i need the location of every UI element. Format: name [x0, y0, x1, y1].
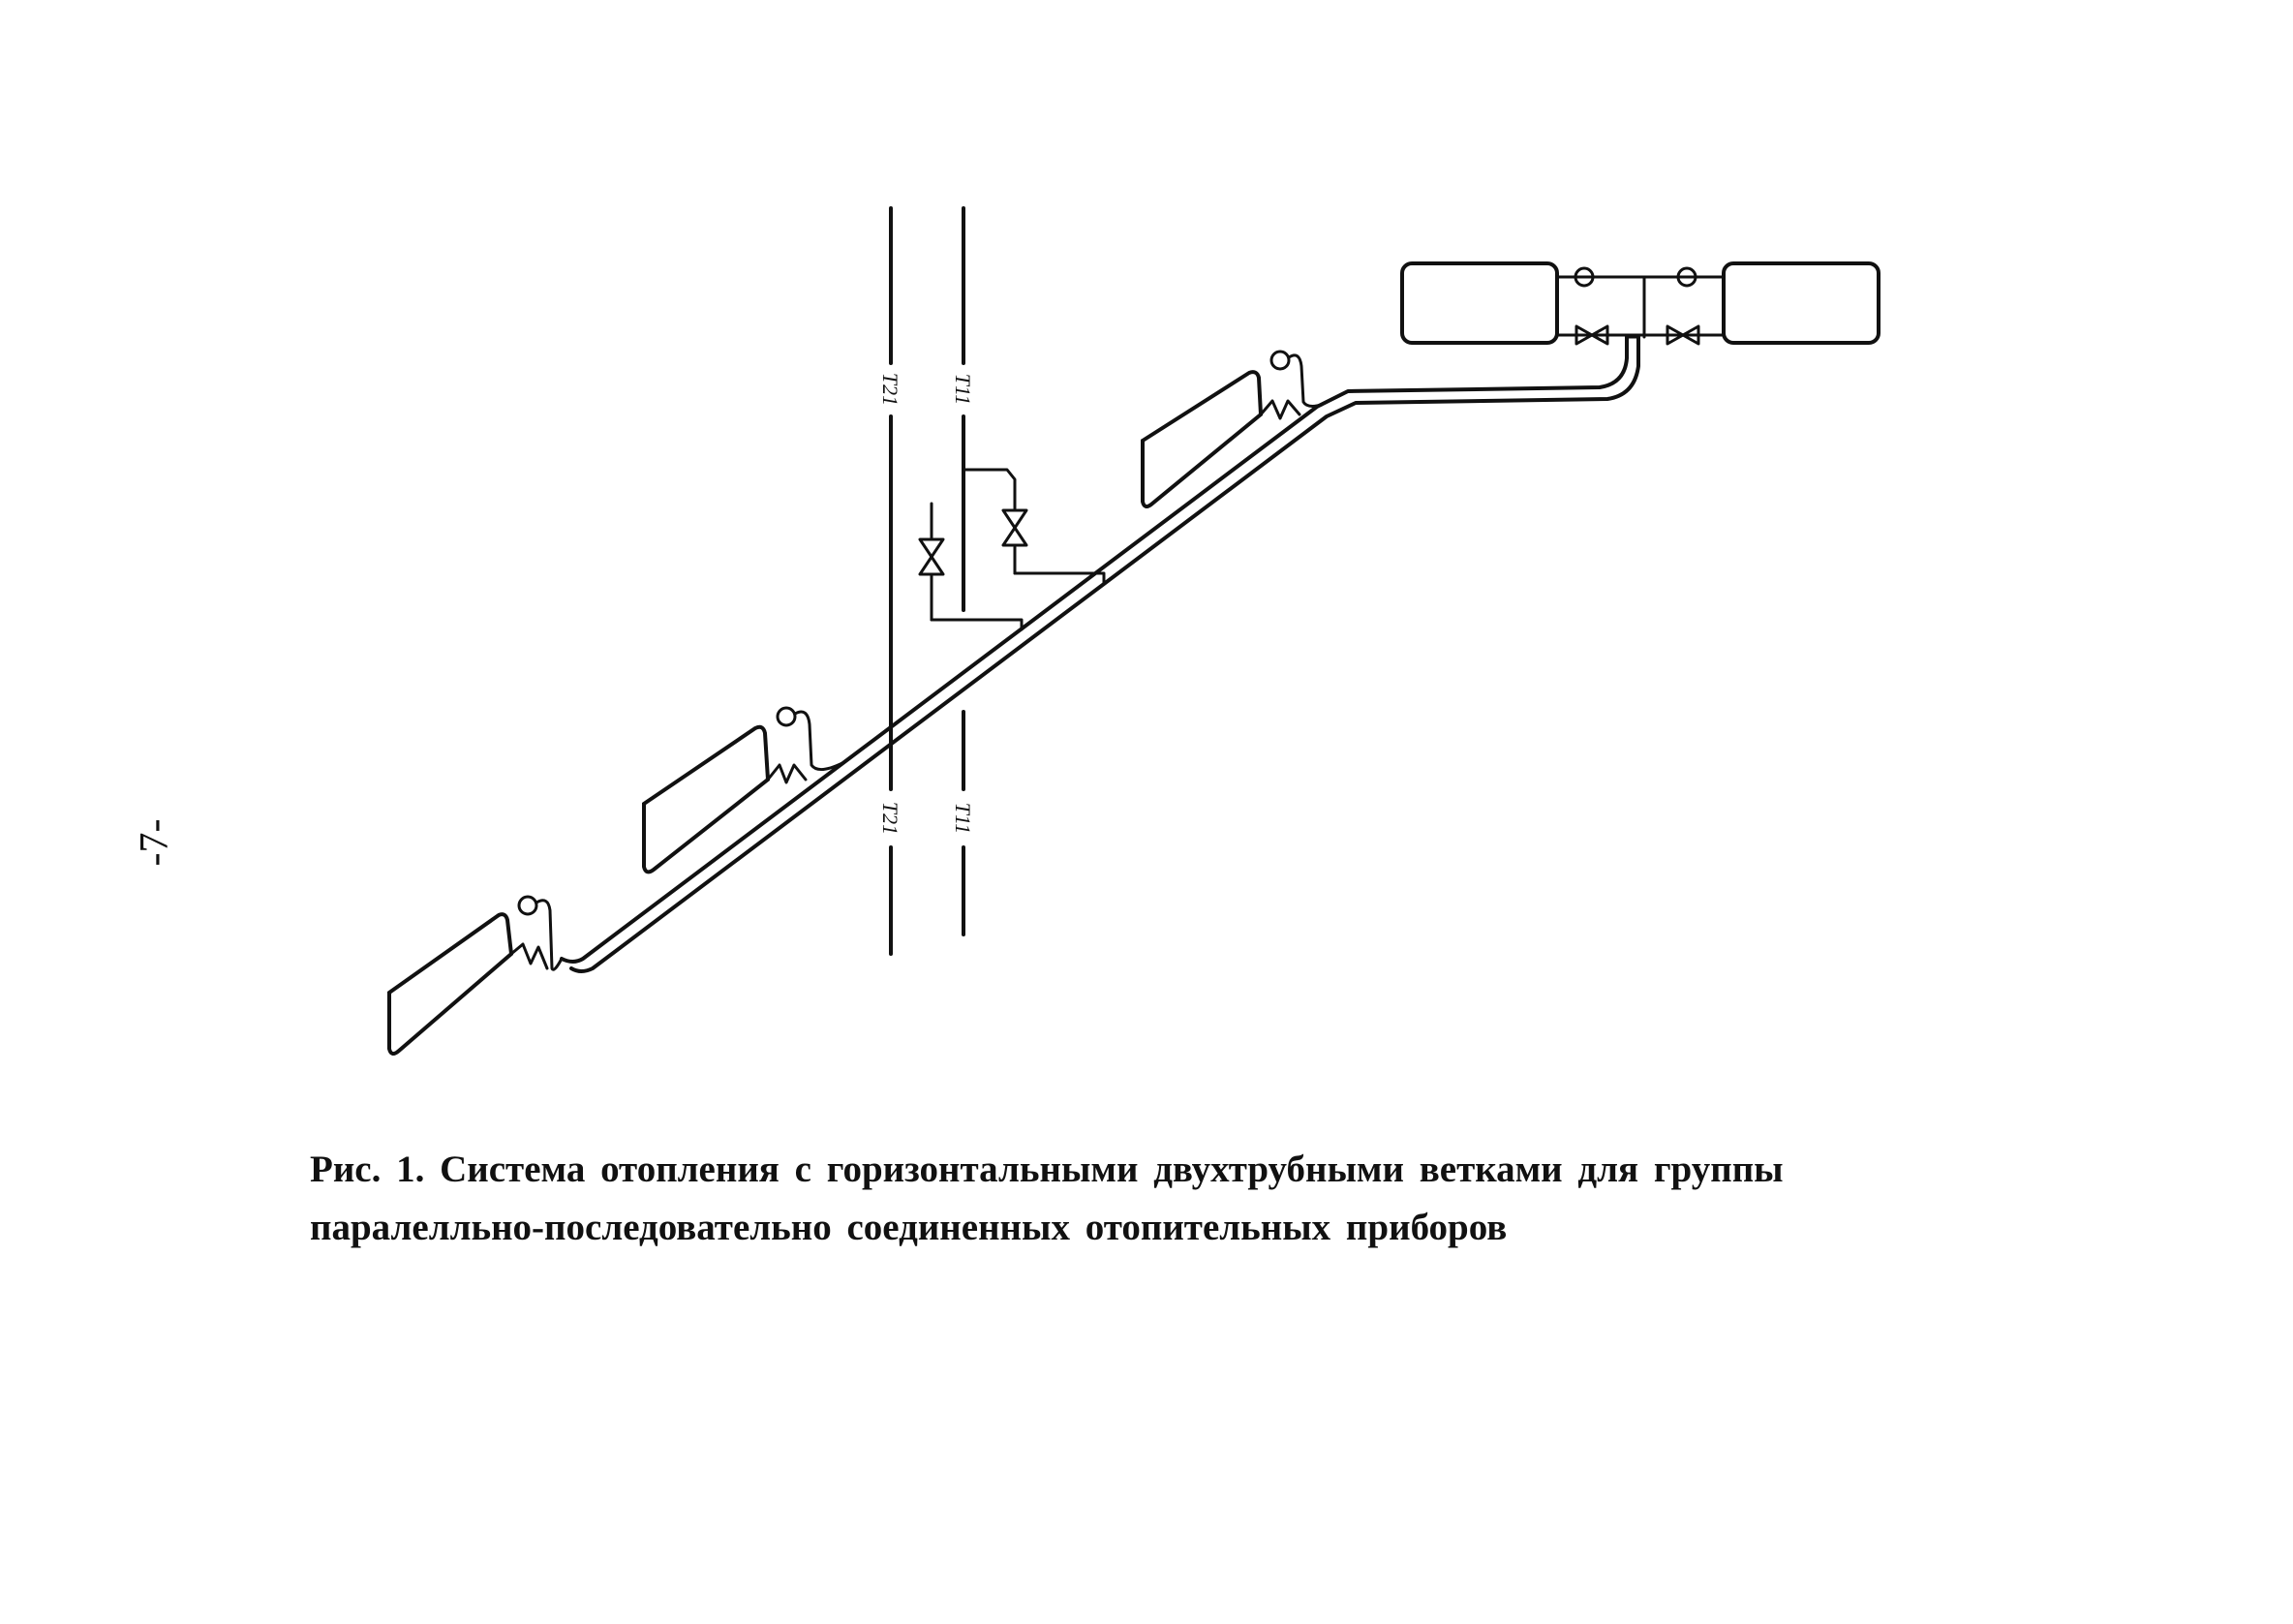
riser-label-supply-bottom: T11 [951, 802, 975, 835]
caption-line-1: Рис. 1. Система отопления с горизонтальными двухтрубными ветками для группы [310, 1149, 1784, 1190]
valve-supply-icon [1003, 510, 1026, 545]
riser-label-return-bottom: T21 [878, 801, 902, 836]
figure-caption [310, 1141, 2014, 1257]
radiator-3 [1143, 352, 1322, 506]
riser-connection-supply [963, 470, 1104, 583]
branch-pipes [562, 337, 1638, 971]
riser-label-supply-top: T11 [951, 373, 975, 406]
radiator-2 [644, 708, 842, 872]
radiator-4 [1402, 263, 1557, 343]
radiator-pair [1402, 263, 1879, 344]
radiator-5 [1724, 263, 1879, 343]
riser-connection-return [920, 504, 1022, 629]
caption-line-2: паралелльно-последовательно соединенных отопительных приборов [310, 1207, 1508, 1248]
radiator-1 [389, 897, 562, 1054]
page-number: -7- [133, 818, 177, 867]
riser-label-return-top: T21 [878, 372, 902, 407]
valve-return-icon [920, 539, 943, 574]
